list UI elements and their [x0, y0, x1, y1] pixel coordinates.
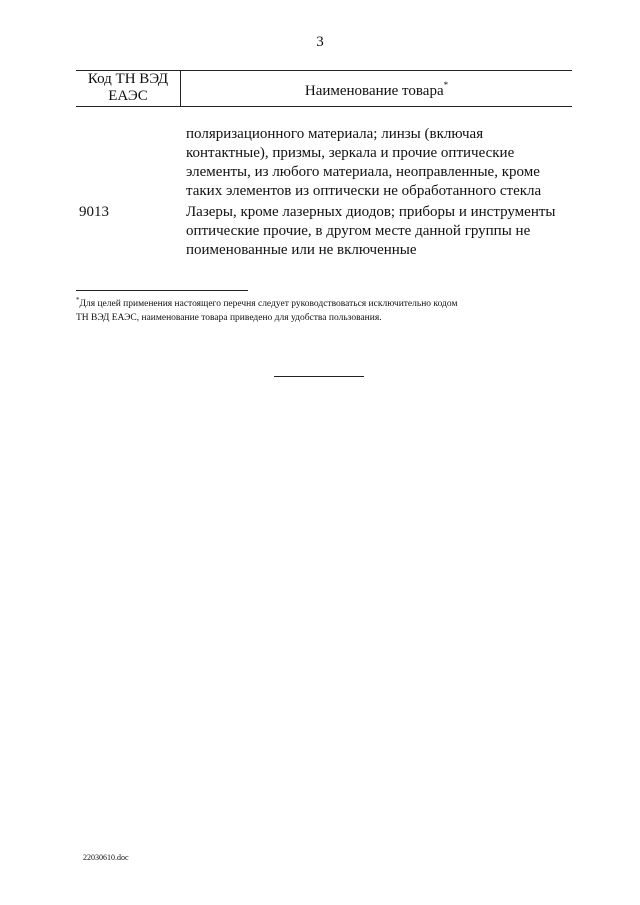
footnote-line-2: ТН ВЭД ЕАЭС, наименование товара приведено для удобства пользования. — [76, 313, 382, 323]
column-header-name-label: Наименование товара — [304, 83, 444, 99]
footnote — [76, 293, 572, 325]
column-header-code-line1: Код ТН ВЭД — [87, 71, 169, 87]
column-header-code-line2: ЕАЭС — [108, 88, 148, 104]
column-header-footnote-marker: * — [443, 80, 449, 90]
end-of-document-rule — [274, 376, 364, 377]
footnote-marker: * — [76, 296, 80, 304]
table-header-bottom-rule — [76, 106, 572, 107]
document-file-id: 22030610.doc — [83, 853, 129, 862]
table-row-2-code: 9013 — [79, 204, 109, 220]
footnote-line-1 — [76, 293, 572, 311]
table-row-1-description: поляризационного материала; линзы (включая контактные), призмы, зеркала и прочие оптические элементы, из любого материала, неоправленные, кроме таких элементов из оптически не обработанного стекла — [186, 126, 542, 199]
page-number: 3 — [316, 34, 324, 50]
column-header-code — [76, 71, 180, 105]
footnote-text-1: Для целей применения настоящего перечня следует руководствоваться исключительно кодом — [79, 299, 458, 309]
footnote-separator — [76, 290, 248, 291]
table-row-2-description: Лазеры, кроме лазерных диодов; приборы и инструменты оптические прочие, в другом месте данной группы не поименованные или не включенные — [186, 204, 556, 258]
column-header-name — [181, 80, 572, 100]
